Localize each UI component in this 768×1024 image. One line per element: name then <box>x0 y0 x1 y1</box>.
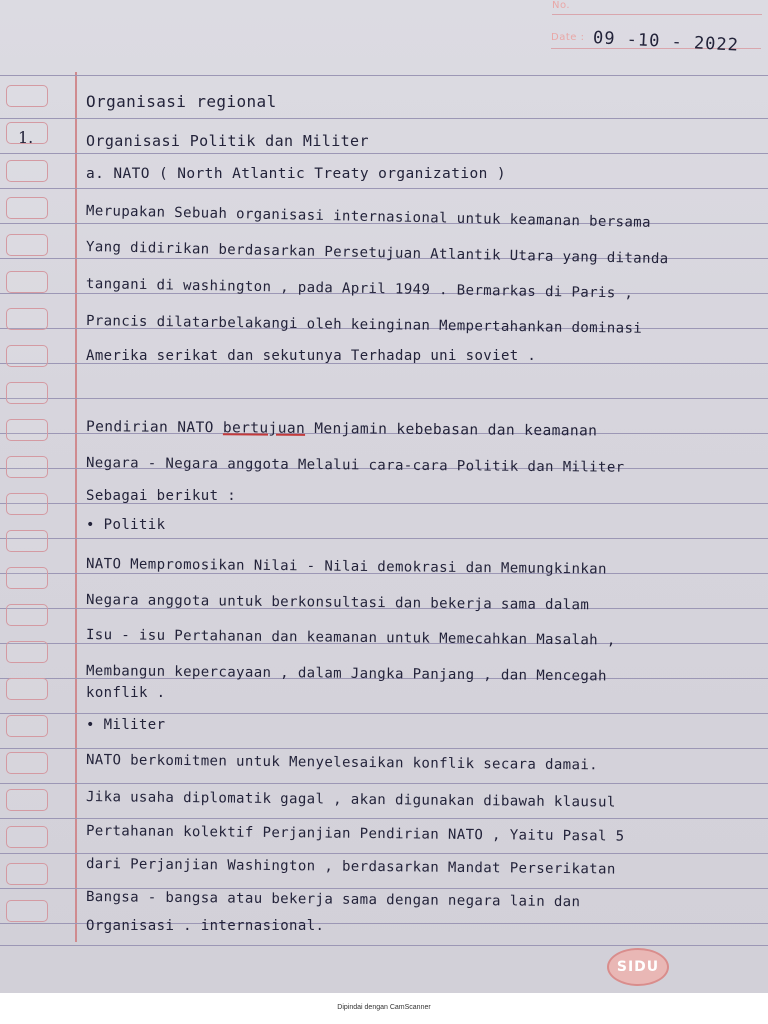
margin-box <box>6 715 48 737</box>
date-label: Date : <box>551 32 585 43</box>
rule-line <box>0 75 768 76</box>
bullet-militer: • Militer <box>86 717 166 733</box>
paragraph-line: Pertahanan kolektif Perjanjian Pendirian NATO , Yaitu Pasal 5 <box>85 823 625 845</box>
rule-line <box>0 153 768 154</box>
margin-box <box>6 530 48 552</box>
rule-line <box>0 748 768 749</box>
paragraph-line: Isu - isu Pertahanan dan keamanan untuk Memecahkan Masalah , <box>85 627 616 649</box>
subheading-nato: a. NATO ( North Atlantic Treaty organization ) <box>86 166 506 182</box>
margin-box <box>6 85 48 107</box>
paragraph-line: Negara - Negara anggota Melalui cara-cara Politik dan Militer <box>85 455 625 476</box>
rule-line <box>0 118 768 119</box>
rule-line <box>0 713 768 714</box>
date-value: 09 -10 - 2022 <box>592 28 740 56</box>
rule-line <box>0 853 768 854</box>
margin-box <box>6 271 48 293</box>
margin-box <box>6 345 48 367</box>
pendirian-before: Pendirian NATO <box>85 419 224 437</box>
paragraph-line: Organisasi . internasional. <box>86 918 325 934</box>
margin-box <box>6 641 48 663</box>
margin-box <box>6 900 48 922</box>
margin-box <box>6 752 48 774</box>
rule-line <box>0 783 768 784</box>
sidu-logo-stamp: SIDU <box>607 948 669 986</box>
margin-box <box>6 604 48 626</box>
rule-line <box>0 398 768 399</box>
margin-box <box>6 419 48 441</box>
paragraph-line: NATO Mempromosikan Nilai - Nilai demokrasi dan Memungkinkan <box>85 556 607 578</box>
margin-line <box>75 72 77 942</box>
bullet-politik: • Politik <box>86 517 166 533</box>
paragraph-line: dari Perjanjian Washington , berdasarkan Mandat Perserikatan <box>85 856 616 878</box>
paragraph-line: Bangsa - bangsa atau bekerja sama dengan negara lain dan <box>85 889 581 911</box>
rule-line <box>0 188 768 189</box>
margin-box <box>6 826 48 848</box>
paragraph-line: Jika usaha diplomatik gagal , akan digunakan dibawah klausul <box>85 789 616 811</box>
subheading-politik-militer: Organisasi Politik dan Militer <box>86 132 369 150</box>
margin-box <box>6 160 48 182</box>
margin-box <box>6 493 48 515</box>
rule-line <box>0 818 768 819</box>
paragraph-line: konflik . <box>86 685 166 701</box>
paragraph-line: Prancis dilatarbelakangi oleh keinginan Mempertahankan dominasi <box>85 313 643 337</box>
margin-box <box>6 197 48 219</box>
margin-box <box>6 308 48 330</box>
underlined-word: bertujuan <box>222 420 306 437</box>
margin-box <box>6 789 48 811</box>
rule-line <box>0 538 768 539</box>
margin-box <box>6 678 48 700</box>
margin-box <box>6 567 48 589</box>
paragraph-line: tangani di washington , pada April 1949 . Bermarkas di Paris , <box>85 276 634 302</box>
margin-box <box>6 234 48 256</box>
scanner-footer: Dipindai dengan CamScanner <box>337 1004 431 1011</box>
paragraph-line: Merupakan Sebuah organisasi internasional untuk keamanan bersama <box>85 203 652 231</box>
pendirian-line <box>86 419 597 439</box>
no-label: No. <box>552 0 571 11</box>
paragraph-line: Negara anggota untuk berkonsultasi dan bekerja sama dalam <box>85 592 590 614</box>
margin-box <box>6 863 48 885</box>
paragraph-line: Membangun kepercayaan , dalam Jangka Panjang , dan Mencegah <box>85 663 607 685</box>
no-line <box>552 14 762 15</box>
margin-box <box>6 456 48 478</box>
paragraph-line: Yang didirikan berdasarkan Persetujuan Atlantik Utara yang ditanda <box>85 239 669 268</box>
list-number: 1. <box>18 128 34 147</box>
heading-organisasi-regional: Organisasi regional <box>86 92 277 111</box>
rule-line <box>0 945 768 946</box>
margin-box <box>6 382 48 404</box>
paragraph-line: Sebagai berikut : <box>86 488 237 504</box>
paragraph-line: Amerika serikat dan sekutunya Terhadap uni soviet . <box>86 348 537 364</box>
paragraph-line: NATO berkomitmen untuk Menyelesaikan konflik secara damai. <box>85 752 599 774</box>
pendirian-after: Menjamin kebebasan dan keamanan <box>305 420 598 440</box>
